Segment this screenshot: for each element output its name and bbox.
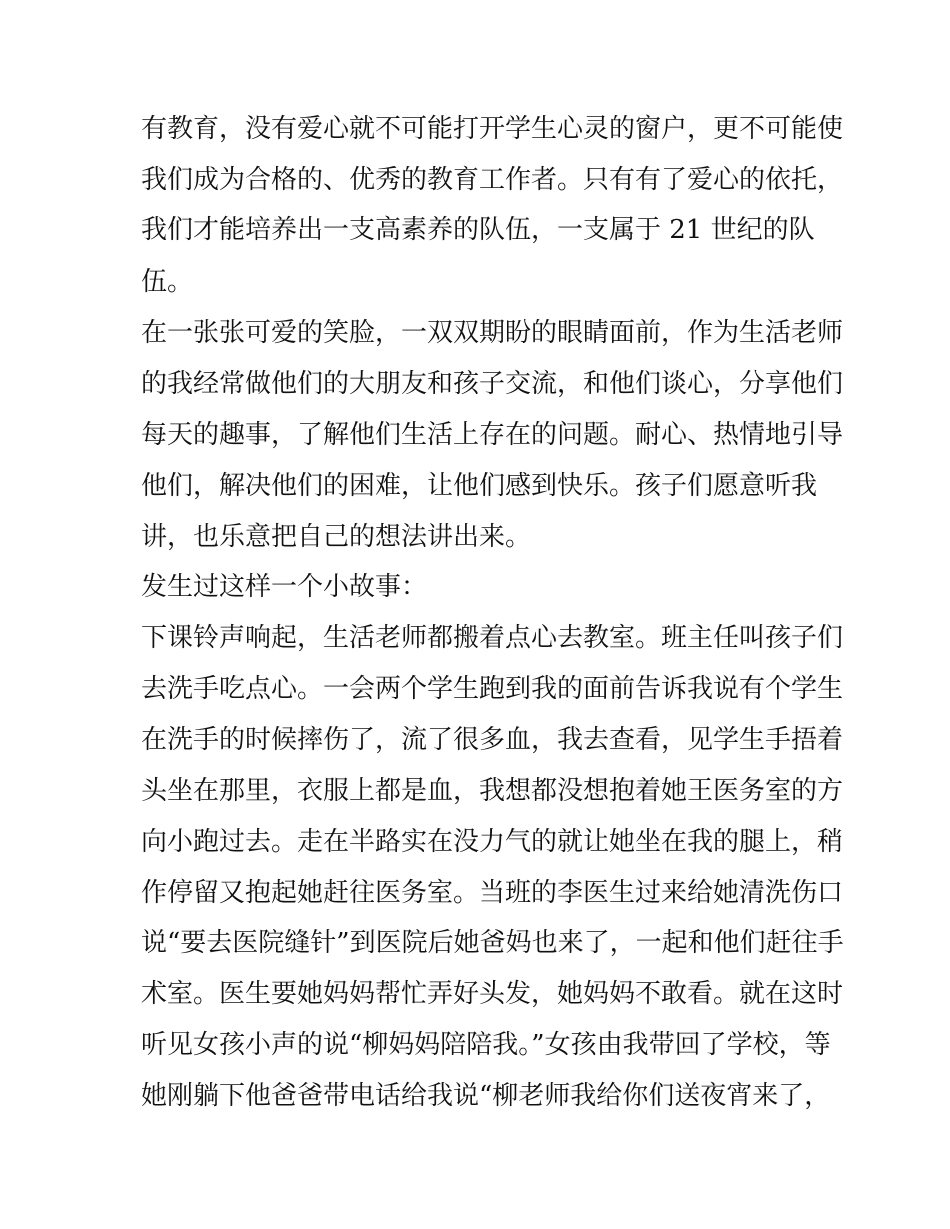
text-line: 她刚躺下他爸爸带电话给我说“柳老师我给你们送夜宵来了， — [141, 1081, 831, 1111]
text-line: 我们才能培养出一支高素养的队伍，一支属于 21 世纪的队 — [141, 215, 815, 245]
text-line: 作停留又抱起她赶往医务室。当班的李医生过来给她清洗伤口 — [141, 878, 844, 908]
text-line: 他们，解决他们的困难，让他们感到快乐。孩子们愿意听我 — [141, 471, 818, 501]
text-line: 每天的趣事，了解他们生活上存在的问题。耐心、热情地引导 — [141, 420, 844, 450]
text-line: 我们成为合格的、优秀的教育工作者。只有有了爱心的依托， — [141, 165, 844, 195]
text-line: 讲，也乐意把自己的想法讲出来。 — [141, 522, 532, 552]
text-line: 术室。医生要她妈妈帮忙弄好头发，她妈妈不敢看。就在这时 — [141, 979, 844, 1009]
text-line: 去洗手吃点心。一会两个学生跑到我的面前告诉我说有个学生 — [141, 674, 844, 704]
text-line: 在一张张可爱的笑脸，一双双期盼的眼睛面前，作为生活老师 — [141, 318, 844, 348]
text-line: 听见女孩小声的说“柳妈妈陪陪我。”女孩由我带回了学校，等 — [141, 1030, 831, 1060]
text-line: 向小跑过去。走在半路实在没力气的就让她坐在我的腿上，稍 — [141, 827, 844, 857]
text-line: 头坐在那里，衣服上都是血，我想都没想抱着她王医务室的方 — [141, 776, 844, 806]
text-line: 发生过这样一个小故事： — [141, 572, 428, 602]
text-line: 下课铃声响起，生活老师都搬着点心去教室。班主任叫孩子们 — [141, 623, 844, 653]
text-line: 在洗手的时候摔伤了，流了很多血，我去查看，见学生手捂着 — [141, 725, 844, 755]
text-line: 说“要去医院缝针”到医院后她爸妈也来了，一起和他们赶往手 — [141, 928, 844, 958]
text-line: 伍。 — [141, 267, 194, 297]
text-line: 的我经常做他们的大朋友和孩子交流，和他们谈心，分享他们 — [141, 369, 844, 399]
text-line: 有教育，没有爱心就不可能打开学生心灵的窗户，更不可能使 — [141, 114, 844, 144]
